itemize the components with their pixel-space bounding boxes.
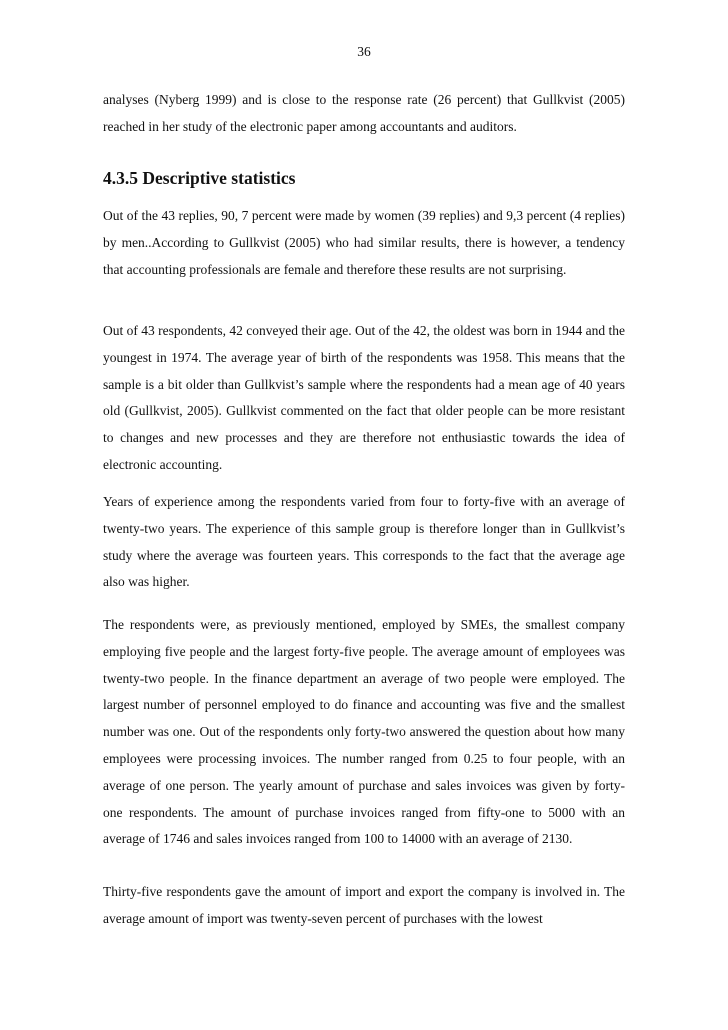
page-number: 36: [357, 44, 371, 59]
paragraph-gender: Out of the 43 replies, 90, 7 percent were made by women (39 replies) and 9,3 percent (4 replies) by men..According to Gullkvist (2005) who had similar results, there is however, a tendency that accounting professionals are female and therefore these results are not surprising.: [103, 208, 625, 277]
section-heading: 4.3.5 Descriptive statistics: [103, 168, 296, 188]
paragraph-employees: The respondents were, as previously mentioned, employed by SMEs, the smallest company employing five people and the largest forty-five people. The average amount of employees was twenty-two people. In the finance department an average of two people were employed. The largest number of personnel employed to do finance and accounting was five and the smallest number was one. Out of the respondents only forty-two answered the question about how many employees were processing invoices. The number ranged from 0.25 to four people, with an average of one person. The yearly amount of purchase and sales invoices was given by forty-one respondents. The amount of purchase invoices ranged from fifty-one to 5000 with an average of 1746 and sales invoices ranged from 100 to 14000 with an average of 2130.: [103, 617, 625, 847]
paragraph-import-export: Thirty-five respondents gave the amount of import and export the company is involved in. The average amount of import was twenty-seven percent of purchases with the lowest: [103, 884, 625, 926]
paragraph-experience: Years of experience among the respondents varied from four to forty-five with an average of twenty-two years. The experience of this sample group is therefore longer than in Gullkvist’s study where the average was fourteen years. This corresponds to the fact that the average age also was higher.: [103, 494, 625, 590]
paragraph-continuation: analyses (Nyberg 1999) and is close to the response rate (26 percent) that Gullkvist (2005) reached in her study of the electronic paper among accountants and auditors.: [103, 92, 625, 134]
paragraph-age: Out of 43 respondents, 42 conveyed their age. Out of the 42, the oldest was born in 1944 and the youngest in 1974. The average year of birth of the respondents was 1958. This means that the sample is a bit older than Gullkvist’s sample where the respondents had a mean age of 40 years old (Gullkvist, 2005). Gullkvist commented on the fact that older people can be more resistant to changes and new processes and they are therefore not enthusiastic towards the idea of electronic accounting.: [103, 323, 625, 472]
